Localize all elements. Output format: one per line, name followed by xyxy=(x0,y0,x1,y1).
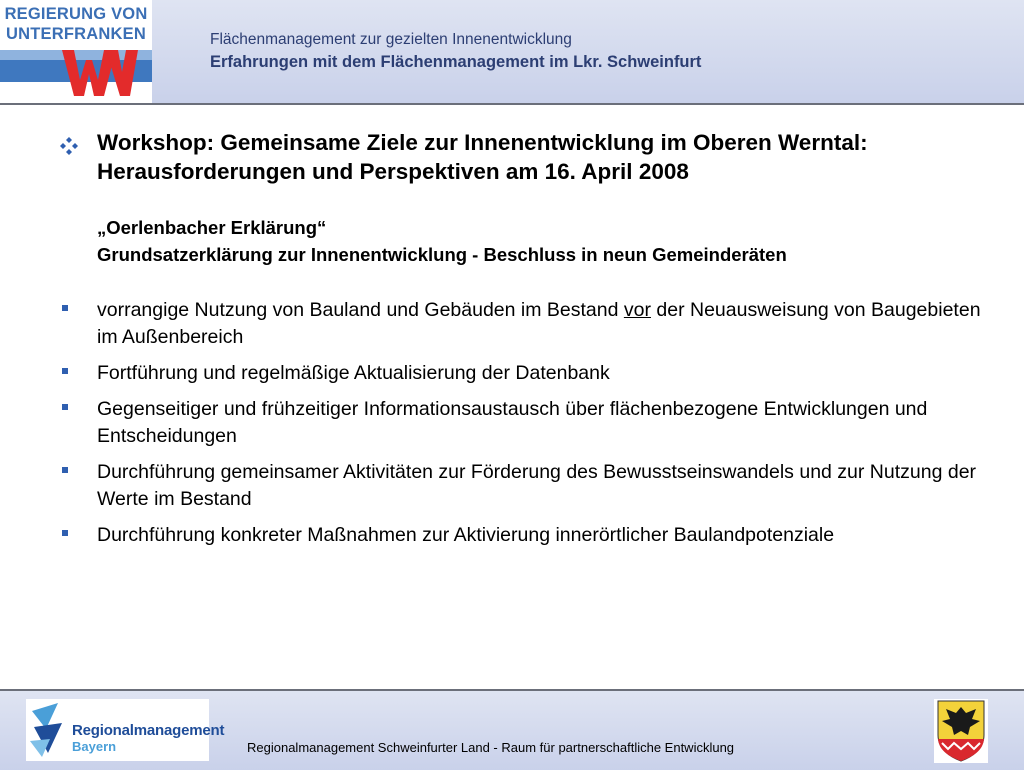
logo-name: Regionalmanagement xyxy=(72,722,225,739)
declaration-subtitle: Grundsatzerklärung zur Innenentwicklung - Beschluss in neun Gemeinderäten xyxy=(97,244,787,265)
square-bullet-icon xyxy=(62,467,68,473)
list-item xyxy=(0,459,997,513)
list-item-text-rest: der Neuausweisung von Baugebieten im Außenbereich xyxy=(97,299,981,348)
square-bullet-icon xyxy=(62,530,68,536)
workshop-title-line-1: Workshop: Gemeinsame Ziele zur Innenentwicklung im Oberen Werntal: xyxy=(97,130,868,155)
declaration-block xyxy=(97,214,997,268)
footer-text: Regionalmanagement Schweinfurter Land - Raum für partnerschaftliche Entwicklung xyxy=(247,740,735,755)
header-title: Erfahrungen mit dem Flächenmanagement im Lkr. Schweinfurt xyxy=(210,53,702,71)
header-bar xyxy=(0,0,1024,105)
regierung-unterfranken-logo xyxy=(0,0,152,103)
list-item-text: Gegenseitiger und frühzeitiger Informationsaustausch über flächenbezogene Entwicklungen und Entscheidungen xyxy=(97,398,928,447)
list-item-text: vorrangige Nutzung von Bauland und Gebäuden im Bestand xyxy=(97,299,624,321)
list-item xyxy=(0,522,997,549)
list-item-emphasis: vor xyxy=(623,299,651,321)
w-logo-icon xyxy=(60,50,140,98)
square-bullet-icon xyxy=(62,404,68,410)
workshop-title xyxy=(97,128,997,186)
list-item-text: Fortführung und regelmäßige Aktualisierung der Datenbank xyxy=(97,362,610,384)
regionalmanagement-swoosh-icon xyxy=(28,701,72,759)
bullet-list xyxy=(0,297,1024,558)
declaration-title: „Oerlenbacher Erklärung“ xyxy=(97,217,327,238)
logo-text-line-1: REGIERUNG VON xyxy=(4,5,148,23)
list-item-text: Durchführung konkreter Maßnahmen zur Aktivierung innerörtlicher Baulandpotenziale xyxy=(97,524,835,546)
square-bullet-icon xyxy=(62,305,68,311)
logo-text xyxy=(0,4,152,44)
list-item-text: Durchführung gemeinsamer Aktivitäten zur Förderung des Bewusstseinswandels und zur Nutzung der Werte im Bestand xyxy=(97,461,977,510)
logo-subname: Bayern xyxy=(72,739,117,754)
list-item xyxy=(0,396,997,450)
diamond-cluster-icon xyxy=(60,137,78,155)
square-bullet-icon xyxy=(62,368,68,374)
list-item xyxy=(0,297,997,351)
workshop-title-line-2: Herausforderungen und Perspektiven am 16. April 2008 xyxy=(97,159,689,184)
coat-of-arms-icon xyxy=(934,699,988,763)
header-subtitle: Flächenmanagement zur gezielten Innenentwicklung xyxy=(210,31,572,48)
list-item xyxy=(0,360,997,387)
logo-text-line-2: UNTERFRANKEN xyxy=(6,25,146,43)
footer-bar xyxy=(0,689,1024,770)
regionalmanagement-logo xyxy=(26,699,225,761)
